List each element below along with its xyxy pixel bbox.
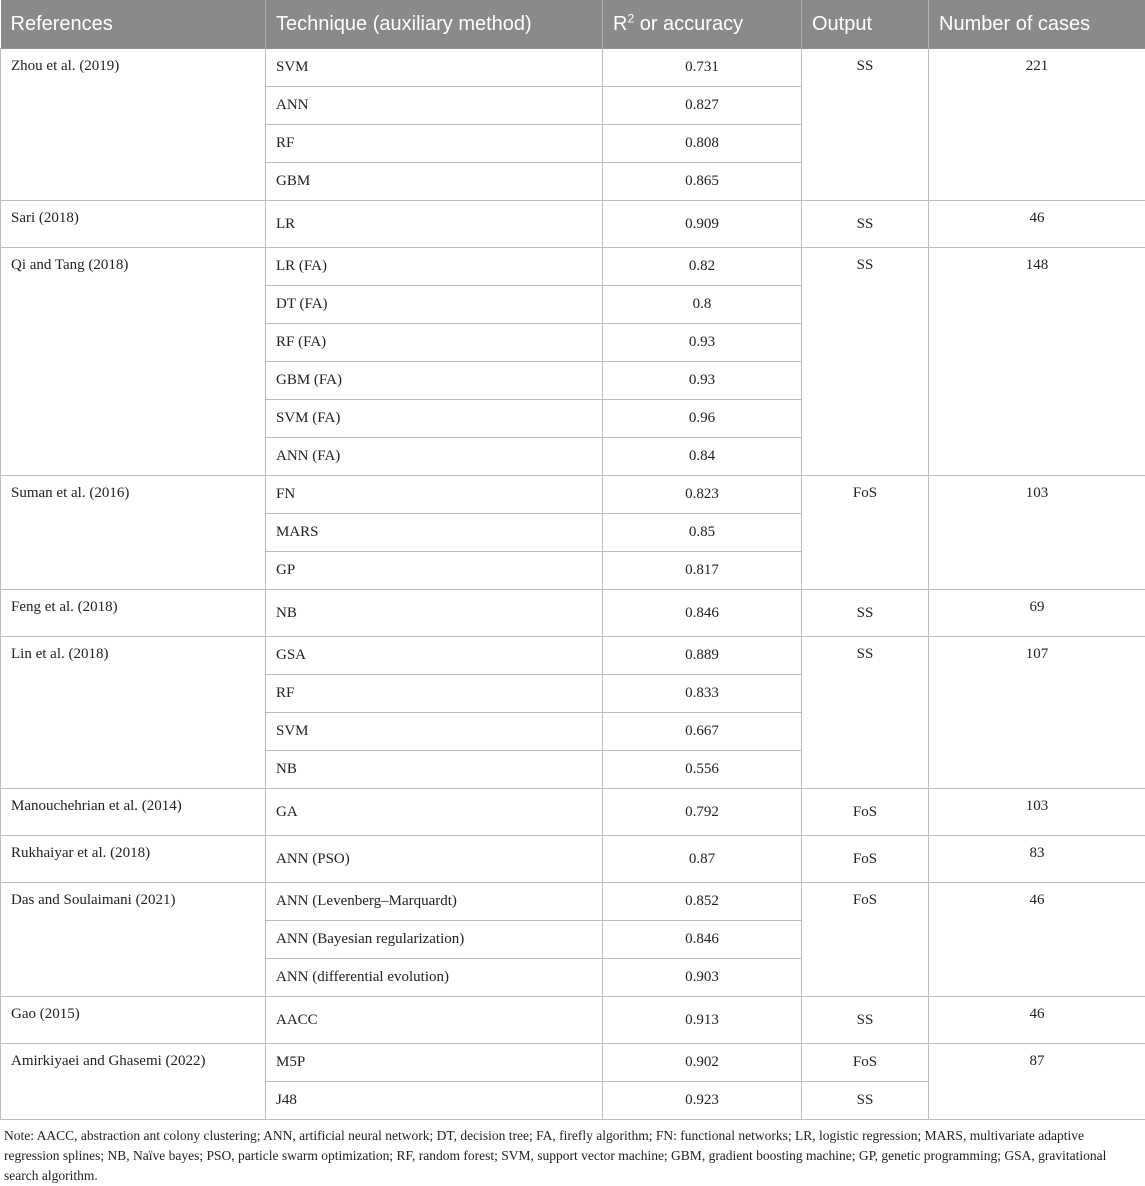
accuracy-cell: 0.846 bbox=[603, 590, 802, 637]
table-row bbox=[1, 1044, 1145, 1082]
accuracy-cell: 0.846 bbox=[603, 921, 802, 959]
reference-cell: Lin et al. (2018) bbox=[1, 637, 266, 789]
technique-cell: J48 bbox=[266, 1082, 603, 1120]
technique-cell: RF bbox=[266, 125, 603, 163]
technique-cell: SVM (FA) bbox=[266, 400, 603, 438]
output-cell: SS bbox=[802, 997, 929, 1044]
accuracy-cell: 0.909 bbox=[603, 201, 802, 248]
reference-cell: Suman et al. (2016) bbox=[1, 476, 266, 590]
accuracy-cell: 0.84 bbox=[603, 438, 802, 476]
output-cell: FoS bbox=[802, 836, 929, 883]
technique-cell: ANN (FA) bbox=[266, 438, 603, 476]
table-row bbox=[1, 883, 1145, 921]
header-accuracy-suffix: or accuracy bbox=[634, 13, 743, 35]
output-cell: SS bbox=[802, 1082, 929, 1120]
reference-cell: Zhou et al. (2019) bbox=[1, 49, 266, 201]
table-row bbox=[1, 590, 1145, 637]
cases-cell: 107 bbox=[929, 637, 1145, 789]
output-cell: SS bbox=[802, 590, 929, 637]
cases-cell: 69 bbox=[929, 590, 1145, 637]
cases-cell: 103 bbox=[929, 789, 1145, 836]
accuracy-cell: 0.827 bbox=[603, 87, 802, 125]
accuracy-cell: 0.923 bbox=[603, 1082, 802, 1120]
reference-cell: Qi and Tang (2018) bbox=[1, 248, 266, 476]
cases-cell: 103 bbox=[929, 476, 1145, 590]
table-row bbox=[1, 476, 1145, 514]
table-row bbox=[1, 637, 1145, 675]
technique-cell: LR bbox=[266, 201, 603, 248]
technique-cell: GP bbox=[266, 552, 603, 590]
reference-cell: Gao (2015) bbox=[1, 997, 266, 1044]
technique-cell: GBM bbox=[266, 163, 603, 201]
technique-cell: NB bbox=[266, 590, 603, 637]
accuracy-cell: 0.817 bbox=[603, 552, 802, 590]
technique-cell: AACC bbox=[266, 997, 603, 1044]
cases-cell: 148 bbox=[929, 248, 1145, 476]
cases-cell: 87 bbox=[929, 1044, 1145, 1120]
technique-cell: NB bbox=[266, 751, 603, 789]
output-cell: FoS bbox=[802, 883, 929, 997]
technique-cell: ANN (differential evolution) bbox=[266, 959, 603, 997]
accuracy-cell: 0.87 bbox=[603, 836, 802, 883]
reference-cell: Amirkiyaei and Ghasemi (2022) bbox=[1, 1044, 266, 1120]
table-row bbox=[1, 248, 1145, 286]
cases-cell: 46 bbox=[929, 997, 1145, 1044]
accuracy-cell: 0.82 bbox=[603, 248, 802, 286]
table-body bbox=[1, 49, 1145, 1120]
technique-cell: RF (FA) bbox=[266, 324, 603, 362]
technique-cell: FN bbox=[266, 476, 603, 514]
technique-cell: SVM bbox=[266, 49, 603, 87]
header-row bbox=[1, 0, 1145, 49]
output-cell: FoS bbox=[802, 476, 929, 590]
accuracy-cell: 0.902 bbox=[603, 1044, 802, 1082]
accuracy-cell: 0.8 bbox=[603, 286, 802, 324]
reference-cell: Feng et al. (2018) bbox=[1, 590, 266, 637]
output-cell: SS bbox=[802, 637, 929, 789]
header-accuracy bbox=[603, 0, 802, 49]
header-accuracy-prefix: R bbox=[613, 13, 627, 35]
header-cases: Number of cases bbox=[929, 0, 1145, 49]
table-footnote: Note: AACC, abstraction ant colony clustering; ANN, artificial neural network; DT, decision tree; FA, firefly algorithm; FN: functional networks; LR, logistic regression; MARS, multivariate adaptive regression splines; NB, Naïve bayes; PSO, particle swarm optimization; RF, random forest; SVM, support vector machine; GBM, gradient boosting machine; GP, genetic programming; GSA, gravitational search algorithm. bbox=[0, 1120, 1138, 1186]
table-row bbox=[1, 789, 1145, 836]
technique-cell: ANN (PSO) bbox=[266, 836, 603, 883]
accuracy-cell: 0.667 bbox=[603, 713, 802, 751]
technique-cell: LR (FA) bbox=[266, 248, 603, 286]
accuracy-cell: 0.731 bbox=[603, 49, 802, 87]
cases-cell: 46 bbox=[929, 201, 1145, 248]
header-accuracy-superscript: 2 bbox=[627, 11, 634, 25]
technique-cell: ANN (Bayesian regularization) bbox=[266, 921, 603, 959]
accuracy-cell: 0.96 bbox=[603, 400, 802, 438]
accuracy-cell: 0.93 bbox=[603, 362, 802, 400]
reference-cell: Manouchehrian et al. (2014) bbox=[1, 789, 266, 836]
table-row bbox=[1, 836, 1145, 883]
technique-cell: RF bbox=[266, 675, 603, 713]
output-cell: SS bbox=[802, 201, 929, 248]
accuracy-cell: 0.913 bbox=[603, 997, 802, 1044]
technique-cell: ANN (Levenberg–Marquardt) bbox=[266, 883, 603, 921]
technique-cell: SVM bbox=[266, 713, 603, 751]
accuracy-cell: 0.808 bbox=[603, 125, 802, 163]
technique-cell: ANN bbox=[266, 87, 603, 125]
accuracy-cell: 0.792 bbox=[603, 789, 802, 836]
technique-cell: DT (FA) bbox=[266, 286, 603, 324]
header-output: Output bbox=[802, 0, 929, 49]
technique-cell: GSA bbox=[266, 637, 603, 675]
reference-cell: Rukhaiyar et al. (2018) bbox=[1, 836, 266, 883]
cases-cell: 83 bbox=[929, 836, 1145, 883]
technique-cell: M5P bbox=[266, 1044, 603, 1082]
output-cell: SS bbox=[802, 248, 929, 476]
technique-cell: MARS bbox=[266, 514, 603, 552]
cases-cell: 46 bbox=[929, 883, 1145, 997]
accuracy-cell: 0.556 bbox=[603, 751, 802, 789]
table-row bbox=[1, 49, 1145, 87]
technique-cell: GA bbox=[266, 789, 603, 836]
accuracy-cell: 0.93 bbox=[603, 324, 802, 362]
header-technique: Technique (auxiliary method) bbox=[266, 0, 603, 49]
reference-cell: Sari (2018) bbox=[1, 201, 266, 248]
technique-cell: GBM (FA) bbox=[266, 362, 603, 400]
header-references: References bbox=[1, 0, 266, 49]
output-cell: FoS bbox=[802, 1044, 929, 1082]
accuracy-cell: 0.852 bbox=[603, 883, 802, 921]
output-cell: FoS bbox=[802, 789, 929, 836]
accuracy-cell: 0.865 bbox=[603, 163, 802, 201]
accuracy-cell: 0.889 bbox=[603, 637, 802, 675]
table-row bbox=[1, 201, 1145, 248]
output-cell: SS bbox=[802, 49, 929, 201]
reference-cell: Das and Soulaimani (2021) bbox=[1, 883, 266, 997]
cases-cell: 221 bbox=[929, 49, 1145, 201]
accuracy-cell: 0.903 bbox=[603, 959, 802, 997]
accuracy-cell: 0.823 bbox=[603, 476, 802, 514]
accuracy-cell: 0.85 bbox=[603, 514, 802, 552]
accuracy-cell: 0.833 bbox=[603, 675, 802, 713]
table-row bbox=[1, 997, 1145, 1044]
table-header bbox=[1, 0, 1145, 49]
